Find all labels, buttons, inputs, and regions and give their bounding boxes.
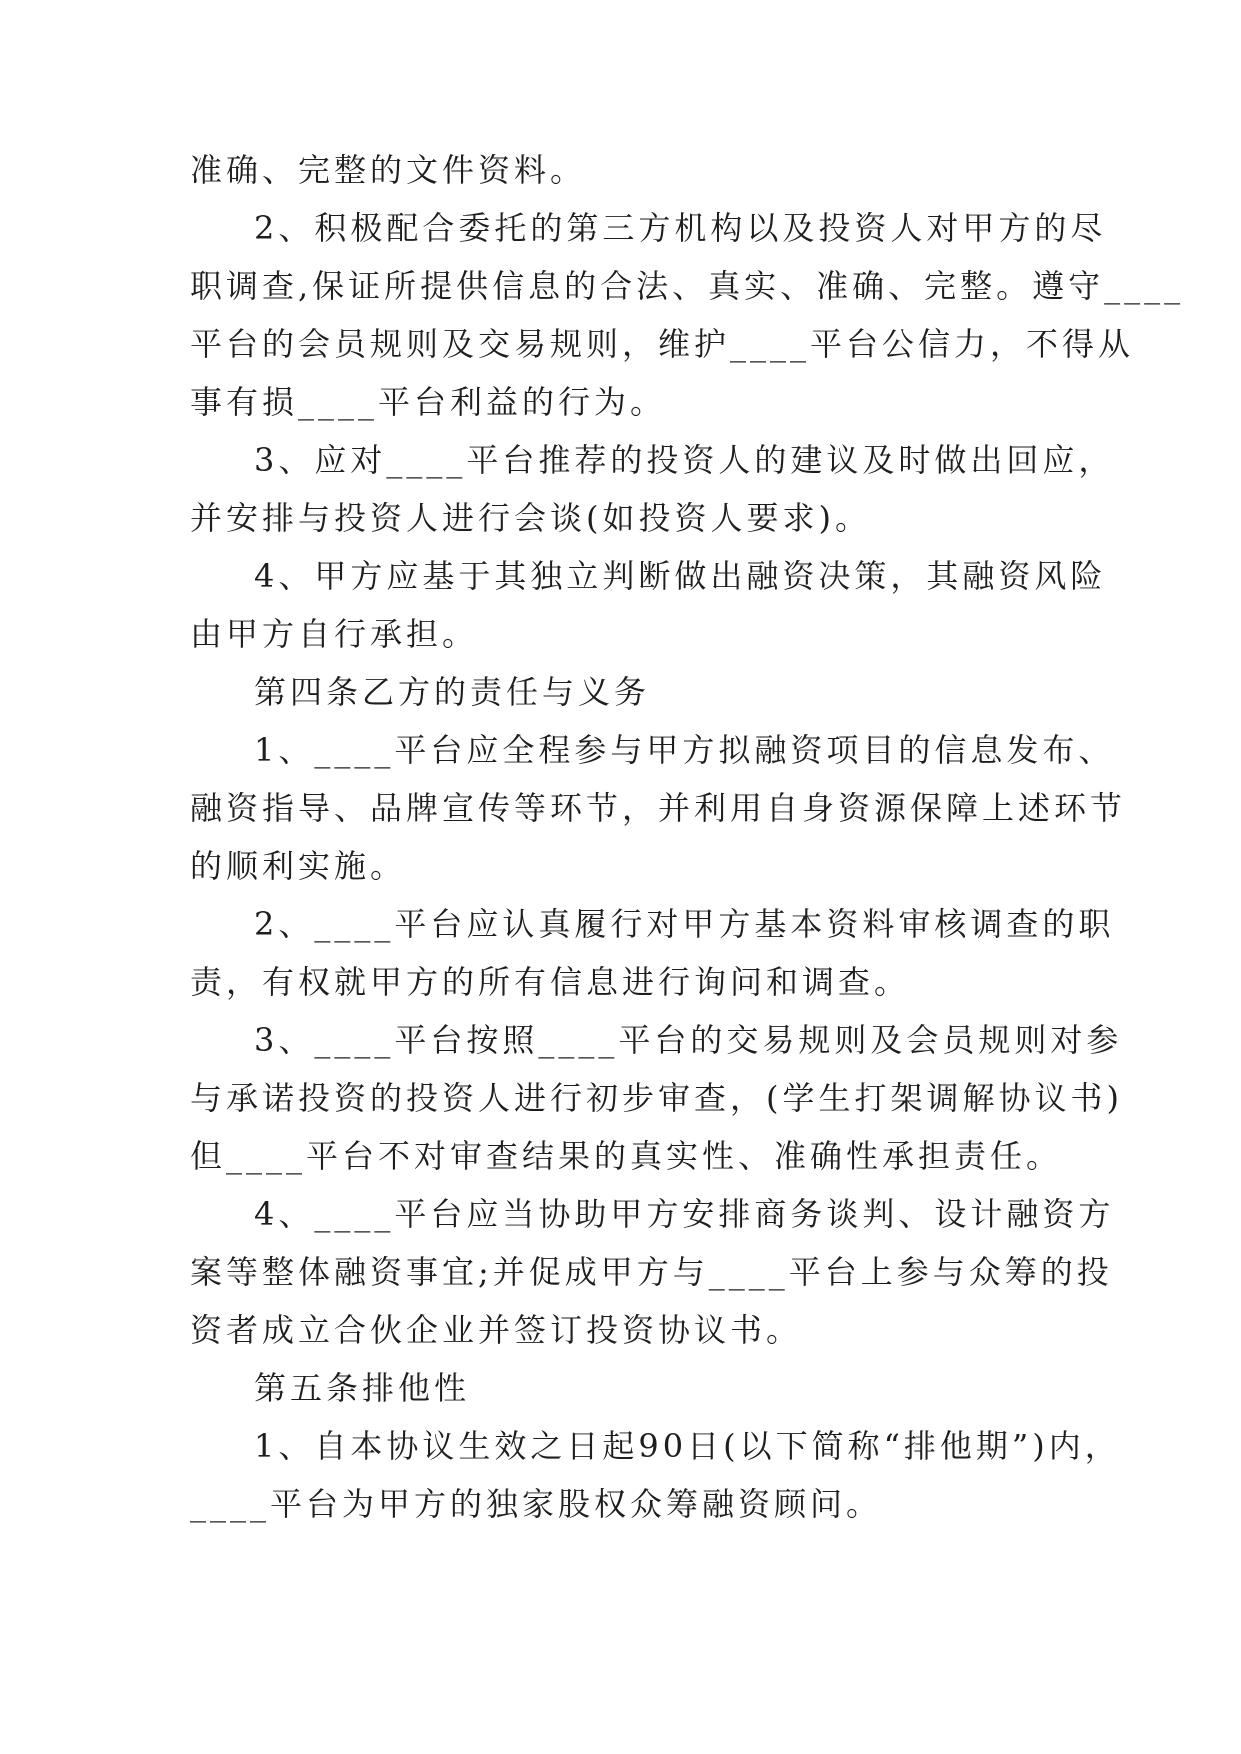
paragraph-item-2: 2、____平台应认真履行对甲方基本资料审核调查的职 [254,905,1115,943]
text-line: 的顺利实施。 [190,847,407,885]
paragraph-item-3: 3、应对____平台推荐的投资人的建议及时做出回应， [254,441,1115,479]
paragraph-item-2: 2、积极配合委托的第三方机构以及投资人对甲方的尽 [254,209,1107,247]
text-line: 融资指导、品牌宣传等环节，并利用自身资源保障上述环节 [190,789,1127,827]
text-line: 但____平台不对审查结果的真实性、准确性承担责任。 [190,1137,1063,1175]
text-line: 与承诺投资的投资人进行初步审查，(学生打架调解协议书) [190,1079,1123,1117]
text-line: 资者成立合伙企业并签订投资协议书。 [190,1311,803,1349]
section-heading-article-4: 第四条乙方的责任与义务 [254,673,651,711]
paragraph-item-4: 4、____平台应当协助甲方安排商务谈判、设计融资方 [254,1195,1115,1233]
text-line: 事有损____平台利益的行为。 [190,383,667,421]
text-line: 平台的会员规则及交易规则，维护____平台公信力，不得从 [190,325,1135,363]
paragraph-item-1: 1、自本协议生效之日起90日(以下简称“排他期”)内， [254,1427,1121,1465]
paragraph-item-4: 4、甲方应基于其独立判断做出融资决策，其融资风险 [254,557,1107,595]
text-line: 由甲方自行承担。 [190,615,479,653]
text-line: 职调查,保证所提供信息的合法、真实、准确、完整。遵守____ [190,267,1185,305]
text-line: 准确、完整的文件资料。 [190,151,587,189]
text-line: 并安排与投资人进行会谈(如投资人要求)。 [190,499,871,537]
paragraph-item-1: 1、____平台应全程参与甲方拟融资项目的信息发布、 [254,731,1115,769]
text-line: 案等整体融资事宜;并促成甲方与____平台上参与众筹的投 [190,1253,1113,1291]
section-heading-article-5: 第五条排他性 [254,1369,471,1407]
text-line: ____平台为甲方的独家股权众筹融资顾问。 [190,1485,883,1523]
text-line: 责，有权就甲方的所有信息进行询问和调查。 [190,963,911,1001]
paragraph-item-3: 3、____平台按照____平台的交易规则及会员规则对参 [254,1021,1123,1059]
